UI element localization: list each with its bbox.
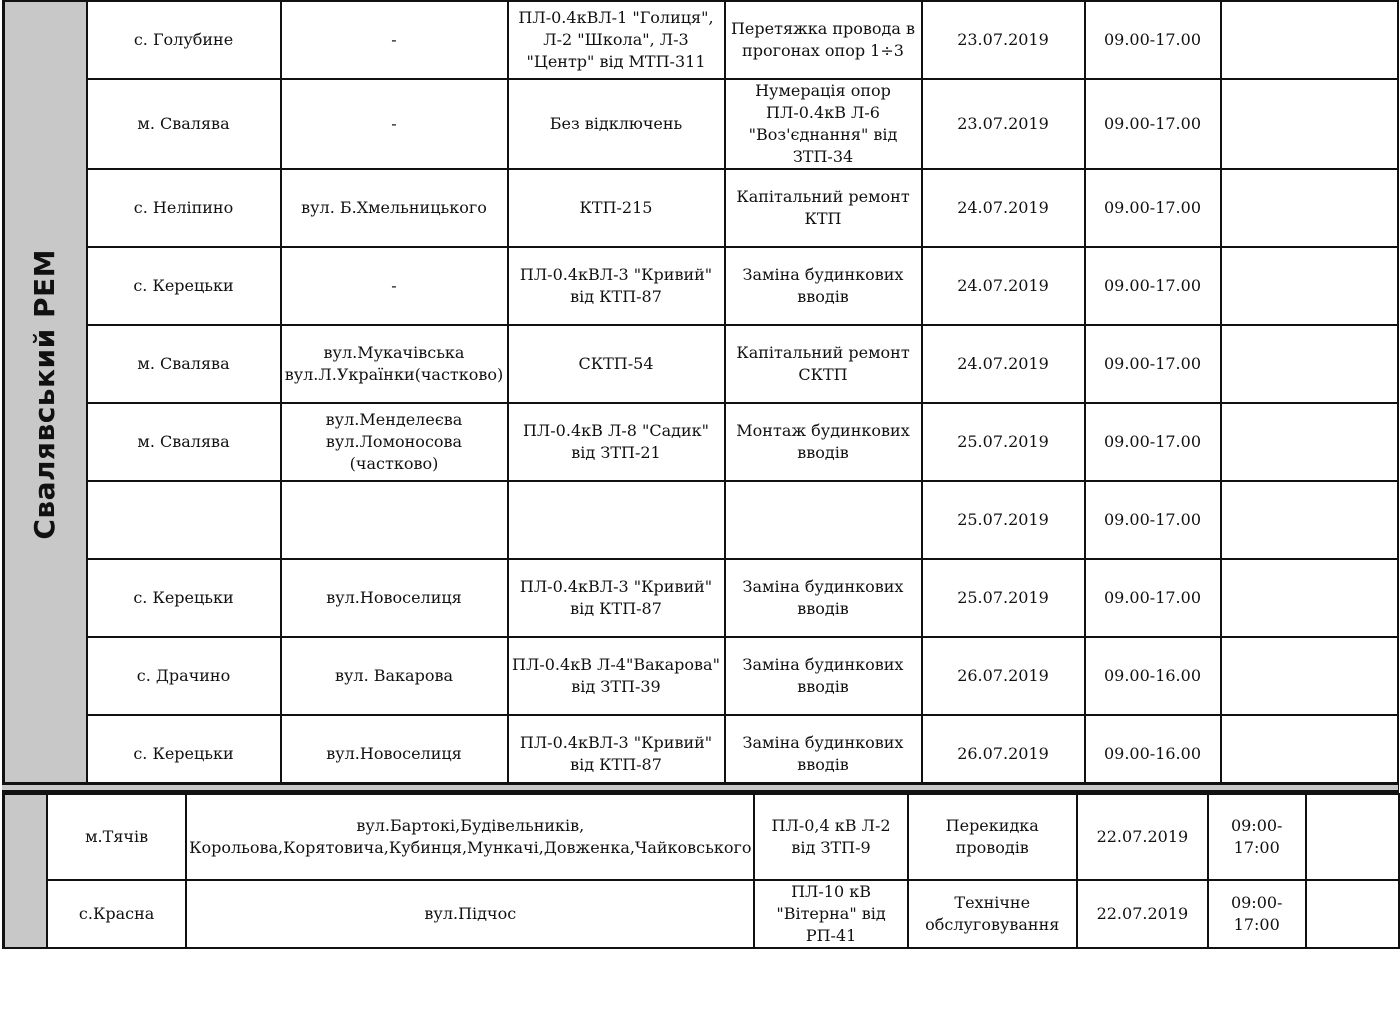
settlement-cell: с. Керецьки	[87, 247, 281, 325]
date-cell: 23.07.2019	[922, 1, 1085, 79]
work-type-cell	[725, 481, 922, 559]
date-cell: 26.07.2019	[922, 715, 1085, 793]
work-type-cell: Технічне обслуговування	[908, 880, 1077, 948]
table-row	[4, 325, 1398, 403]
work-type-cell: Нумерація опор ПЛ-0.4кВ Л-6 "Воз'єднання" від ЗТП-34	[725, 79, 922, 169]
time-cell: 09.00-17.00	[1085, 247, 1221, 325]
line-cell: КТП-215	[508, 169, 725, 247]
street-cell: вул. Вакарова	[281, 637, 508, 715]
street-cell: вул.Бартокі,Будівельників, Корольова,Корятовича,Кубинця,Мункачі,Довженка,Чайковського	[186, 794, 754, 880]
line-cell: ПЛ-0.4кВЛ-3 "Кривий" від КТП-87	[508, 559, 725, 637]
time-cell: 09.00-17.00	[1085, 79, 1221, 169]
street-cell: -	[281, 1, 508, 79]
line-cell: ПЛ-0.4кВЛ-3 "Кривий" від КТП-87	[508, 715, 725, 793]
note-cell	[1221, 559, 1398, 637]
table-row	[4, 403, 1398, 481]
note-cell	[1221, 637, 1398, 715]
settlement-cell: с. Неліпино	[87, 169, 281, 247]
street-cell: вул.Підчос	[186, 880, 754, 948]
settlement-cell: м. Свалява	[87, 79, 281, 169]
table-row	[4, 247, 1398, 325]
settlement-cell: с. Голубине	[87, 1, 281, 79]
date-cell: 24.07.2019	[922, 247, 1085, 325]
time-cell: 09:00-17:00	[1208, 794, 1306, 880]
note-cell	[1221, 481, 1398, 559]
work-type-cell: Заміна будинкових вводів	[725, 559, 922, 637]
work-type-cell: Капітальний ремонт КТП	[725, 169, 922, 247]
table-row	[4, 169, 1398, 247]
line-cell: СКТП-54	[508, 325, 725, 403]
settlement-cell: м.Тячів	[47, 794, 186, 880]
line-cell: ПЛ-0.4кВЛ-3 "Кривий" від КТП-87	[508, 247, 725, 325]
section-side-label-cell	[4, 794, 48, 948]
time-cell: 09.00-17.00	[1085, 169, 1221, 247]
line-cell: ПЛ-0.4кВ Л-4"Вакарова" від ЗТП-39	[508, 637, 725, 715]
settlement-cell: м. Свалява	[87, 403, 281, 481]
line-cell: Без відключень	[508, 79, 725, 169]
time-cell: 09.00-17.00	[1085, 481, 1221, 559]
note-cell	[1221, 79, 1398, 169]
date-cell: 22.07.2019	[1077, 794, 1208, 880]
note-cell	[1221, 403, 1398, 481]
settlement-cell: м. Свалява	[87, 325, 281, 403]
date-cell: 24.07.2019	[922, 169, 1085, 247]
note-cell	[1306, 880, 1399, 948]
line-cell: ПЛ-0,4 кВ Л-2 від ЗТП-9	[754, 794, 907, 880]
line-cell: ПЛ-10 кВ "Вітерна" від РП-41	[754, 880, 907, 948]
settlement-cell: с. Драчино	[87, 637, 281, 715]
work-type-cell: Заміна будинкових вводів	[725, 247, 922, 325]
table-row	[4, 794, 1400, 880]
note-cell	[1221, 325, 1398, 403]
street-cell: вул. Б.Хмельницького	[281, 169, 508, 247]
street-cell: вул.Менделеєва вул.Ломоносова (частково)	[281, 403, 508, 481]
schedule-table-tiachiv	[2, 793, 1400, 949]
time-cell: 09.00-17.00	[1085, 325, 1221, 403]
date-cell: 25.07.2019	[922, 403, 1085, 481]
work-type-cell: Перетяжка провода в прогонах опор 1÷3	[725, 1, 922, 79]
note-cell	[1306, 794, 1399, 880]
street-cell: вул.Новоселиця	[281, 559, 508, 637]
street-cell	[281, 481, 508, 559]
section-divider	[2, 782, 1398, 793]
line-cell: ПЛ-0.4кВ Л-8 "Садик" від ЗТП-21	[508, 403, 725, 481]
settlement-cell: с. Керецьки	[87, 559, 281, 637]
time-cell: 09.00-17.00	[1085, 1, 1221, 79]
work-type-cell: Капітальний ремонт СКТП	[725, 325, 922, 403]
time-cell: 09.00-17.00	[1085, 403, 1221, 481]
date-cell: 26.07.2019	[922, 637, 1085, 715]
line-cell: ПЛ-0.4кВЛ-1 "Голиця", Л-2 "Школа", Л-3 "Центр" від МТП-311	[508, 1, 725, 79]
work-type-cell: Перекидка проводів	[908, 794, 1077, 880]
street-cell: -	[281, 247, 508, 325]
table-row	[4, 880, 1400, 948]
time-cell: 09.00-16.00	[1085, 637, 1221, 715]
date-cell: 22.07.2019	[1077, 880, 1208, 948]
street-cell: вул.Мукачівська вул.Л.Українки(частково)	[281, 325, 508, 403]
note-cell	[1221, 247, 1398, 325]
settlement-cell	[87, 481, 281, 559]
table-row	[4, 481, 1398, 559]
settlement-cell: с.Красна	[47, 880, 186, 948]
work-type-cell: Заміна будинкових вводів	[725, 715, 922, 793]
street-cell: -	[281, 79, 508, 169]
time-cell: 09:00-17:00	[1208, 880, 1306, 948]
date-cell: 25.07.2019	[922, 559, 1085, 637]
street-cell: вул.Новоселиця	[281, 715, 508, 793]
schedule-table-svaliava	[2, 0, 1399, 794]
section-side-label-cell	[4, 1, 87, 793]
time-cell: 09.00-17.00	[1085, 559, 1221, 637]
work-type-cell: Заміна будинкових вводів	[725, 637, 922, 715]
line-cell	[508, 481, 725, 559]
work-type-cell: Монтаж будинкових вводів	[725, 403, 922, 481]
time-cell: 09.00-16.00	[1085, 715, 1221, 793]
table-row	[4, 637, 1398, 715]
note-cell	[1221, 169, 1398, 247]
date-cell: 24.07.2019	[922, 325, 1085, 403]
section-title: Свалявський РЕМ	[28, 248, 62, 540]
settlement-cell: с. Керецьки	[87, 715, 281, 793]
date-cell: 23.07.2019	[922, 79, 1085, 169]
date-cell: 25.07.2019	[922, 481, 1085, 559]
table-row	[4, 559, 1398, 637]
table-row	[4, 1, 1398, 79]
table-row	[4, 79, 1398, 169]
note-cell	[1221, 1, 1398, 79]
